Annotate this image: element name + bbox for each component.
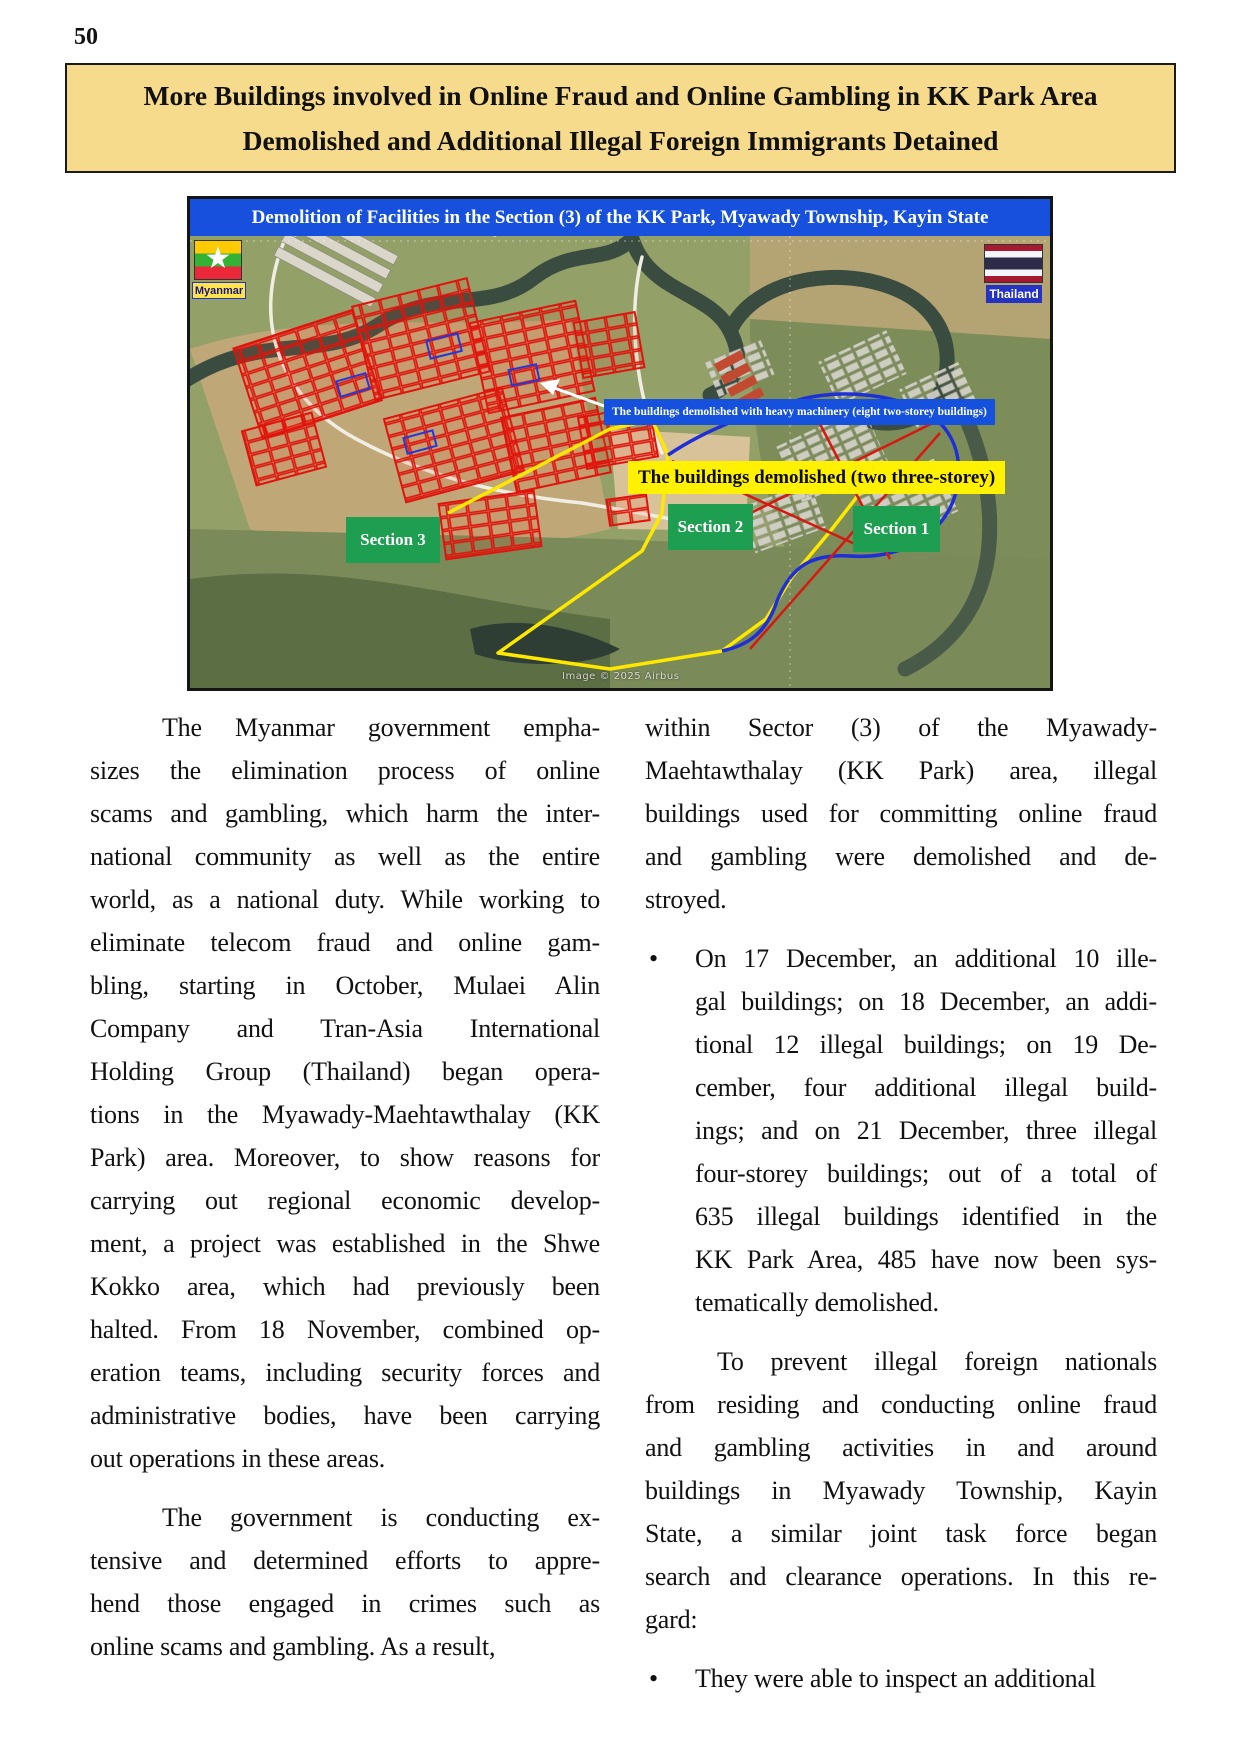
myanmar-flag-label: Myanmar <box>192 282 246 299</box>
text-line: On 17 December, an additional 10 ille- <box>695 944 1157 973</box>
text-line: Park) area. Moreover, to show reasons for <box>90 1143 600 1172</box>
text-line: and gambling were demolished and de- <box>645 842 1157 871</box>
text-line: eration teams, including security forces and <box>90 1358 600 1387</box>
page-number: 50 <box>74 24 98 50</box>
paragraph <box>645 706 1157 921</box>
text-line: tional 12 illegal buildings; on 19 De- <box>695 1030 1157 1059</box>
satellite-image <box>190 199 1050 688</box>
text-line: from residing and conducting online fraud <box>645 1390 1157 1419</box>
thailand-flag-label: Thailand <box>986 285 1042 303</box>
imagery-attribution: Image © 2025 Airbus <box>562 671 680 682</box>
text-line: eliminate telecom fraud and online gam- <box>90 928 600 957</box>
text-line: gard: <box>645 1605 698 1634</box>
text-line: out operations in these areas. <box>90 1444 386 1473</box>
text-line: The Myanmar government empha- <box>162 713 600 742</box>
text-line: gal buildings; on 18 December, an addi- <box>695 987 1157 1016</box>
figure-title-banner <box>190 199 1050 236</box>
text-line: scams and gambling, which harm the inter- <box>90 799 600 828</box>
myanmar-flag <box>194 240 242 280</box>
text-line: Kokko area, which had previously been <box>90 1272 600 1301</box>
text-line: buildings used for committing online fraud <box>645 799 1157 828</box>
text-line: The government is conducting ex- <box>162 1503 600 1532</box>
article-left-column <box>90 706 600 1668</box>
text-line: Holding Group (Thailand) began opera- <box>90 1057 600 1086</box>
callout-three-storey: The buildings demolished (two three-storey) <box>628 461 1005 494</box>
callout-heavy-machinery: The buildings demolished with heavy machinery (eight two-storey buildings) <box>604 399 995 425</box>
text-line: stroyed. <box>645 885 727 914</box>
text-line: online scams and gambling. As a result, <box>90 1632 496 1661</box>
text-line: four-storey buildings; out of a total of <box>695 1159 1157 1188</box>
text-line: world, as a national duty. While working to <box>90 885 600 914</box>
text-line: ment, a project was established in the Shwe <box>90 1229 600 1258</box>
thailand-flag <box>984 244 1043 283</box>
text-line: carrying out regional economic develop- <box>90 1186 600 1215</box>
bullet-marker: • <box>649 944 658 973</box>
text-line: Maehtawthalay (KK Park) area, illegal <box>645 756 1157 785</box>
text-line: halted. From 18 November, combined op- <box>90 1315 600 1344</box>
headline-text: More Buildings involved in Online Fraud and Online Gambling in KK Park Area Demolished and Additional Illegal Foreign Immigrants Detained <box>143 80 1098 156</box>
text-line: and gambling activities in and around <box>645 1433 1157 1462</box>
section-3-label: Section 3 <box>346 517 440 563</box>
text-line: bling, starting in October, Mulaei Alin <box>90 971 600 1000</box>
text-line: State, a similar joint task force began <box>645 1519 1157 1548</box>
text-line: To prevent illegal foreign nationals <box>717 1347 1157 1376</box>
bullet-item <box>645 937 1157 1324</box>
section-1-label: Section 1 <box>853 506 940 552</box>
text-line: tensive and determined efforts to appre- <box>90 1546 600 1575</box>
paragraph <box>645 1340 1157 1641</box>
bullet-item <box>645 1657 1157 1700</box>
bullet-marker: • <box>649 1664 658 1693</box>
text-line: administrative bodies, have been carrying <box>90 1401 600 1430</box>
text-line: KK Park Area, 485 have now been sys- <box>695 1245 1157 1274</box>
text-line: 635 illegal buildings identified in the <box>695 1202 1157 1231</box>
text-line: Company and Tran-Asia International <box>90 1014 600 1043</box>
satellite-figure <box>187 196 1053 691</box>
text-line: national community as well as the entire <box>90 842 600 871</box>
section-2-label: Section 2 <box>668 504 753 550</box>
article-right-column <box>645 706 1157 1700</box>
figure-title-text: Demolition of Facilities in the Section (3) of the KK Park, Myawady Township, Kayin State <box>251 206 989 228</box>
text-line: buildings in Myawady Township, Kayin <box>645 1476 1157 1505</box>
paragraph <box>90 1496 600 1668</box>
text-line: hend those engaged in crimes such as <box>90 1589 600 1618</box>
text-line: ings; and on 21 December, three illegal <box>695 1116 1157 1145</box>
text-line: They were able to inspect an additional <box>695 1664 1096 1693</box>
text-line: tions in the Myawady-Maehtawthalay (KK <box>90 1100 600 1129</box>
text-line: tematically demolished. <box>695 1288 939 1317</box>
text-line: sizes the elimination process of online <box>90 756 600 785</box>
paragraph <box>90 706 600 1480</box>
text-line: within Sector (3) of the Myawady- <box>645 713 1157 742</box>
text-line: search and clearance operations. In this re- <box>645 1562 1157 1591</box>
headline-box <box>65 63 1176 173</box>
text-line: cember, four additional illegal build- <box>695 1073 1157 1102</box>
myanmar-flag-star-icon: ★ <box>204 242 232 275</box>
